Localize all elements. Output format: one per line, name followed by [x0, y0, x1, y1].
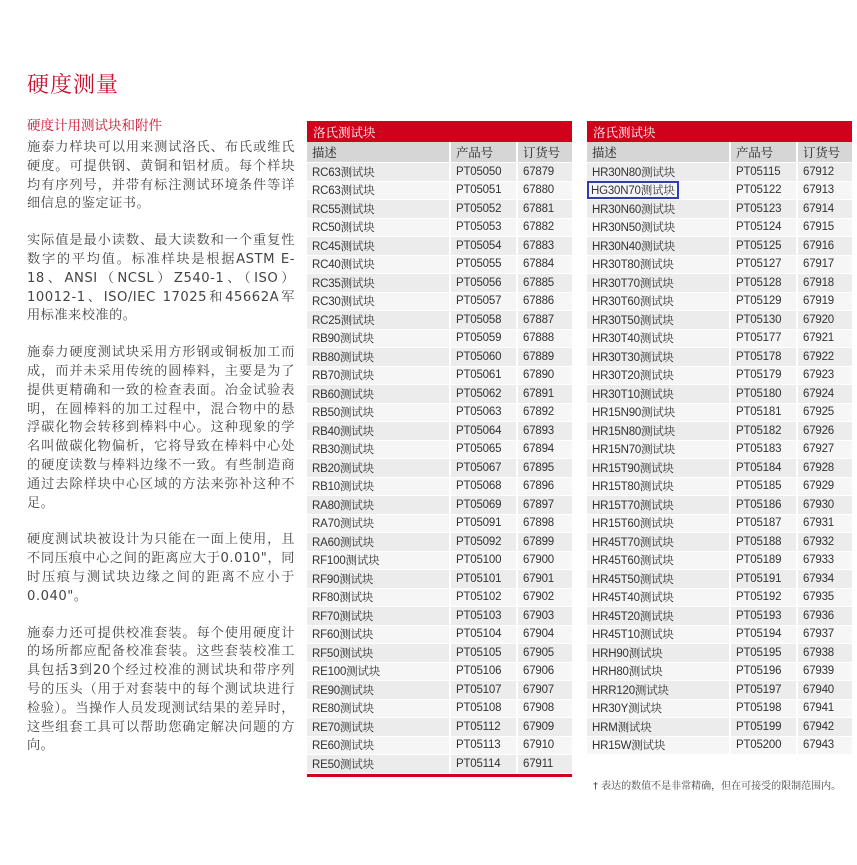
- cell-product-no: PT05113: [450, 736, 517, 755]
- cell-order-no: 67926: [797, 422, 852, 441]
- cell-description: HR45T50测试块: [587, 570, 730, 589]
- table-row: [307, 662, 572, 681]
- cell-product-no: PT05052: [450, 200, 517, 219]
- table-row: [587, 625, 852, 644]
- table-row: [587, 459, 852, 478]
- cell-description: RB10测试块: [307, 477, 450, 496]
- cell-product-no: PT05051: [450, 181, 517, 200]
- cell-order-no: 67940: [797, 681, 852, 700]
- table-row: [587, 348, 852, 367]
- cell-product-no: PT05055: [450, 255, 517, 274]
- cell-description: RB90测试块: [307, 329, 450, 348]
- rockwell-blocks-table-right: [587, 121, 852, 755]
- cell-order-no: 67937: [797, 625, 852, 644]
- cell-order-no: 67907: [517, 681, 572, 700]
- table-row: [587, 588, 852, 607]
- cell-order-no: 67904: [517, 625, 572, 644]
- table-row: [307, 551, 572, 570]
- table-row: [307, 311, 572, 330]
- cell-product-no: PT05198: [730, 699, 797, 718]
- cell-product-no: PT05091: [450, 514, 517, 533]
- cell-product-no: PT05195: [730, 644, 797, 663]
- cell-product-no: PT05179: [730, 366, 797, 385]
- cell-product-no: PT05107: [450, 681, 517, 700]
- cell-order-no: 67936: [797, 607, 852, 626]
- cell-description: HR30N60测试块: [587, 200, 730, 219]
- cell-order-no: 67920: [797, 311, 852, 330]
- cell-product-no: PT05196: [730, 662, 797, 681]
- cell-description: HR15N80测试块: [587, 422, 730, 441]
- cell-order-no: 67892: [517, 403, 572, 422]
- cell-description: RE60测试块: [307, 736, 450, 755]
- cell-order-no: 67939: [797, 662, 852, 681]
- cell-description: RB50测试块: [307, 403, 450, 422]
- cell-product-no: PT05185: [730, 477, 797, 496]
- table-row: [587, 477, 852, 496]
- table-row: [587, 718, 852, 737]
- cell-description: RF70测试块: [307, 607, 450, 626]
- table-row: [587, 662, 852, 681]
- table-row: [587, 274, 852, 293]
- table-row: [307, 477, 572, 496]
- cell-description: RF50测试块: [307, 644, 450, 663]
- table-row: [307, 385, 572, 404]
- section-heading: 硬度计用测试块和附件: [27, 118, 162, 134]
- table-row: [307, 736, 572, 755]
- cell-description: RA60测试块: [307, 533, 450, 552]
- table-row: [307, 625, 572, 644]
- cell-order-no: 67897: [517, 496, 572, 515]
- cell-order-no: 67900: [517, 551, 572, 570]
- cell-description: HRH90测试块: [587, 644, 730, 663]
- cell-order-no: 67888: [517, 329, 572, 348]
- table-row: [307, 181, 572, 200]
- cell-order-no: 67895: [517, 459, 572, 478]
- table-row: [307, 681, 572, 700]
- cell-product-no: PT05056: [450, 274, 517, 293]
- cell-description: HR30T30测试块: [587, 348, 730, 367]
- cell-description: RE80测试块: [307, 699, 450, 718]
- table-row: [307, 255, 572, 274]
- table-row: [307, 163, 572, 182]
- cell-description: HRH80测试块: [587, 662, 730, 681]
- table-row: [587, 218, 852, 237]
- cell-description: HR30T60测试块: [587, 292, 730, 311]
- rockwell-blocks-table-left: [307, 121, 572, 778]
- cell-order-no: 67882: [517, 218, 572, 237]
- cell-product-no: PT05068: [450, 477, 517, 496]
- table-row: [587, 385, 852, 404]
- cell-description: RB80测试块: [307, 348, 450, 367]
- table-row: [307, 348, 572, 367]
- table-row: [587, 644, 852, 663]
- cell-product-no: PT05183: [730, 440, 797, 459]
- column-header-order-no: 订货号: [517, 142, 572, 163]
- cell-order-no: 67935: [797, 588, 852, 607]
- cell-description: HR30Y测试块: [587, 699, 730, 718]
- paragraph: 施泰力硬度测试块采用方形钢或铜板加工而成，而并未采用传统的圆棒料，主要是为了提供更精确和一致的检查表面。冶金试验表明，在圆棒料的加工过程中，混合物中的悬浮碳化物会转移到棒料中心。这种现象的学名叫做碳化物偏析，它将导致在棒料中心处的硬度读数与棒料边缘不一致。有些制造商通过去除样块中心区域的方法来弥补这种不足。: [27, 345, 295, 511]
- cell-product-no: PT05186: [730, 496, 797, 515]
- cell-order-no: 67928: [797, 459, 852, 478]
- table-row: [587, 163, 852, 182]
- cell-product-no: PT05180: [730, 385, 797, 404]
- table-row: [587, 681, 852, 700]
- cell-order-no: 67886: [517, 292, 572, 311]
- cell-product-no: PT05058: [450, 311, 517, 330]
- cell-product-no: PT05193: [730, 607, 797, 626]
- table-caption: 洛氏测试块: [307, 121, 572, 142]
- cell-product-no: PT05188: [730, 533, 797, 552]
- cell-description: RC55测试块: [307, 200, 450, 219]
- cell-description: RE100测试块: [307, 662, 450, 681]
- cell-product-no: PT05125: [730, 237, 797, 256]
- table-row: [307, 570, 572, 589]
- cell-product-no: PT05184: [730, 459, 797, 478]
- cell-product-no: PT05054: [450, 237, 517, 256]
- cell-order-no: 67905: [517, 644, 572, 663]
- cell-order-no: 67941: [797, 699, 852, 718]
- cell-description: RC63测试块: [307, 163, 450, 182]
- table-row: [307, 588, 572, 607]
- table-row: [307, 366, 572, 385]
- table-row: [587, 514, 852, 533]
- paragraph: 实际值是最小读数、最大读数和一个重复性数字的平均值。标准样块是根据ASTM E-18、ANSI（NCSL）Z540-1、（ISO）10012-1、ISO/IEC 17025和45662A军用标准来校准的。: [27, 233, 295, 324]
- cell-order-no: 67889: [517, 348, 572, 367]
- cell-description: HR15N90测试块: [587, 403, 730, 422]
- table-row: [587, 440, 852, 459]
- cell-product-no: PT05181: [730, 403, 797, 422]
- cell-description: HR30N50测试块: [587, 218, 730, 237]
- cell-description: HR15T70测试块: [587, 496, 730, 515]
- cell-order-no: 67932: [797, 533, 852, 552]
- table-row: [307, 403, 572, 422]
- cell-order-no: 67912: [797, 163, 852, 182]
- cell-product-no: PT05108: [450, 699, 517, 718]
- cell-product-no: PT05124: [730, 218, 797, 237]
- cell-order-no: 67942: [797, 718, 852, 737]
- table-row: [587, 607, 852, 626]
- cell-product-no: PT05194: [730, 625, 797, 644]
- cell-order-no: 67902: [517, 588, 572, 607]
- cell-product-no: PT05102: [450, 588, 517, 607]
- cell-product-no: PT05199: [730, 718, 797, 737]
- cell-product-no: PT05103: [450, 607, 517, 626]
- cell-product-no: PT05115: [730, 163, 797, 182]
- cell-order-no: 67891: [517, 385, 572, 404]
- cell-product-no: PT05129: [730, 292, 797, 311]
- cell-order-no: 67938: [797, 644, 852, 663]
- cell-product-no: PT05105: [450, 644, 517, 663]
- table-caption: 洛氏测试块: [587, 121, 852, 142]
- cell-order-no: 67903: [517, 607, 572, 626]
- cell-order-no: 67896: [517, 477, 572, 496]
- cell-description: HR15T80测试块: [587, 477, 730, 496]
- cell-product-no: PT05101: [450, 570, 517, 589]
- cell-order-no: 67899: [517, 533, 572, 552]
- cell-order-no: 67909: [517, 718, 572, 737]
- cell-order-no: 67906: [517, 662, 572, 681]
- cell-order-no: 67917: [797, 255, 852, 274]
- cell-order-no: 67910: [517, 736, 572, 755]
- table-row: [307, 200, 572, 219]
- cell-product-no: PT05182: [730, 422, 797, 441]
- cell-description: HR30T20测试块: [587, 366, 730, 385]
- cell-order-no: 67930: [797, 496, 852, 515]
- column-header-product-no: 产品号: [730, 142, 797, 163]
- cell-description: RF100测试块: [307, 551, 450, 570]
- page-title: 硬度测量: [27, 72, 120, 98]
- cell-order-no: 67934: [797, 570, 852, 589]
- cell-description: HR30T40测试块: [587, 329, 730, 348]
- table-row: [587, 533, 852, 552]
- cell-description: RE70测试块: [307, 718, 450, 737]
- cell-description: RC50测试块: [307, 218, 450, 237]
- cell-product-no: PT05177: [730, 329, 797, 348]
- cell-product-no: PT05123: [730, 200, 797, 219]
- paragraph: 施泰力还可提供校准套装。每个使用硬度计的场所都应配备校准套装。这些套装校准工具包括3到20个经过校准的测试块和带序列号的压头（用于对套装中的每个测试块进行检验）。当操作人员发现测试结果的差异时，这些组套工具可以帮助您确定解决问题的方向。: [27, 625, 295, 754]
- cell-description: HR15T90测试块: [587, 459, 730, 478]
- cell-product-no: PT05062: [450, 385, 517, 404]
- cell-product-no: PT05127: [730, 255, 797, 274]
- cell-order-no: 67898: [517, 514, 572, 533]
- cell-order-no: 67923: [797, 366, 852, 385]
- cell-order-no: 67890: [517, 366, 572, 385]
- cell-order-no: 67911: [517, 755, 572, 774]
- cell-product-no: PT05050: [450, 163, 517, 182]
- table-row: [307, 533, 572, 552]
- cell-order-no: 67918: [797, 274, 852, 293]
- cell-order-no: 67885: [517, 274, 572, 293]
- cell-description: HRM测试块: [587, 718, 730, 737]
- cell-product-no: PT05192: [730, 588, 797, 607]
- cell-description: HR15N70测试块: [587, 440, 730, 459]
- cell-order-no: 67933: [797, 551, 852, 570]
- cell-description: HRR120测试块: [587, 681, 730, 700]
- cell-order-no: 67921: [797, 329, 852, 348]
- cell-description: HR15T60测试块: [587, 514, 730, 533]
- table-row: [587, 237, 852, 256]
- table-row: [307, 644, 572, 663]
- cell-description: RC45测试块: [307, 237, 450, 256]
- cell-order-no: 67893: [517, 422, 572, 441]
- cell-order-no: 67916: [797, 237, 852, 256]
- cell-product-no: PT05060: [450, 348, 517, 367]
- cell-order-no: 67925: [797, 403, 852, 422]
- cell-description: HR15W测试块: [587, 736, 730, 755]
- cell-order-no: 67913: [797, 181, 852, 200]
- table-row: [307, 237, 572, 256]
- table-bottom-rule: [307, 773, 572, 777]
- highlighted-item: HG30N70测试块: [588, 182, 678, 198]
- cell-product-no: PT05197: [730, 681, 797, 700]
- cell-product-no: PT05065: [450, 440, 517, 459]
- cell-order-no: 67879: [517, 163, 572, 182]
- cell-description: RE90测试块: [307, 681, 450, 700]
- cell-description: HR45T40测试块: [587, 588, 730, 607]
- cell-product-no: PT05100: [450, 551, 517, 570]
- table-row: [587, 403, 852, 422]
- cell-description: RF80测试块: [307, 588, 450, 607]
- cell-product-no: PT05178: [730, 348, 797, 367]
- cell-order-no: 67922: [797, 348, 852, 367]
- cell-product-no: PT05063: [450, 403, 517, 422]
- table-row: [307, 755, 572, 774]
- cell-product-no: PT05128: [730, 274, 797, 293]
- column-header-product-no: 产品号: [450, 142, 517, 163]
- cell-description: HR30T50测试块: [587, 311, 730, 330]
- table-row: [307, 292, 572, 311]
- cell-order-no: 67884: [517, 255, 572, 274]
- cell-order-no: 67880: [517, 181, 572, 200]
- cell-description: RC40测试块: [307, 255, 450, 274]
- column-header-description: 描述: [307, 142, 450, 163]
- table-row: [587, 181, 852, 200]
- cell-description: RB60测试块: [307, 385, 450, 404]
- cell-description: RB70测试块: [307, 366, 450, 385]
- table-row: [307, 718, 572, 737]
- cell-order-no: 67927: [797, 440, 852, 459]
- cell-product-no: PT05112: [450, 718, 517, 737]
- table-row: [587, 551, 852, 570]
- cell-description: HR45T20测试块: [587, 607, 730, 626]
- cell-order-no: 67943: [797, 736, 852, 755]
- table-row: [307, 329, 572, 348]
- paragraph: 施泰力样块可以用来测试洛氏、布氏或维氏硬度。可提供钢、黄铜和铝材质。每个样块均有序列号，并带有标注测试环境条件等详细信息的鉴定证书。: [27, 140, 295, 212]
- cell-description: RC30测试块: [307, 292, 450, 311]
- table-row: [307, 699, 572, 718]
- table-row: [307, 607, 572, 626]
- table-row: [587, 736, 852, 755]
- table-row: [307, 422, 572, 441]
- cell-product-no: PT05106: [450, 662, 517, 681]
- cell-product-no: PT05104: [450, 625, 517, 644]
- cell-description: HR30T10测试块: [587, 385, 730, 404]
- cell-product-no: PT05122: [730, 181, 797, 200]
- table-row: [307, 274, 572, 293]
- cell-order-no: 67887: [517, 311, 572, 330]
- cell-product-no: PT05130: [730, 311, 797, 330]
- table-row: [307, 218, 572, 237]
- cell-product-no: PT05189: [730, 551, 797, 570]
- cell-product-no: PT05114: [450, 755, 517, 774]
- cell-description: RC35测试块: [307, 274, 450, 293]
- cell-description: RB20测试块: [307, 459, 450, 478]
- footnote: † 表达的数值不是非常精确，但在可接受的限制范围内。: [593, 781, 842, 792]
- table-row: [587, 311, 852, 330]
- cell-product-no: PT05092: [450, 533, 517, 552]
- cell-order-no: 67931: [797, 514, 852, 533]
- cell-description: RA80测试块: [307, 496, 450, 515]
- table-row: [587, 292, 852, 311]
- cell-product-no: PT05064: [450, 422, 517, 441]
- cell-description: HR45T10测试块: [587, 625, 730, 644]
- cell-product-no: PT05053: [450, 218, 517, 237]
- table-row: [587, 496, 852, 515]
- table-row: [587, 255, 852, 274]
- cell-order-no: 67894: [517, 440, 572, 459]
- cell-description: RB30测试块: [307, 440, 450, 459]
- cell-product-no: PT05061: [450, 366, 517, 385]
- cell-order-no: 67881: [517, 200, 572, 219]
- table-row: [307, 440, 572, 459]
- cell-product-no: PT05200: [730, 736, 797, 755]
- column-header-order-no: 订货号: [797, 142, 852, 163]
- table-row: [307, 459, 572, 478]
- cell-product-no: PT05057: [450, 292, 517, 311]
- description-column: [27, 114, 295, 774]
- cell-description: RA70测试块: [307, 514, 450, 533]
- cell-description: HR30T70测试块: [587, 274, 730, 293]
- table-row: [587, 422, 852, 441]
- cell-description: RF60测试块: [307, 625, 450, 644]
- cell-description: RC25测试块: [307, 311, 450, 330]
- cell-order-no: 67924: [797, 385, 852, 404]
- cell-description: RC63测试块: [307, 181, 450, 200]
- cell-order-no: 67915: [797, 218, 852, 237]
- table-row: [307, 496, 572, 515]
- cell-product-no: PT05059: [450, 329, 517, 348]
- cell-order-no: 67919: [797, 292, 852, 311]
- table-row: [587, 570, 852, 589]
- cell-product-no: PT05187: [730, 514, 797, 533]
- cell-description: RB40测试块: [307, 422, 450, 441]
- cell-product-no: PT05069: [450, 496, 517, 515]
- cell-order-no: 67908: [517, 699, 572, 718]
- paragraph: 硬度测试块被设计为只能在一面上使用，且不同压痕中心之间的距离应大于0.010"，同时压痕与测试块边缘之间的距离不应小于0.040"。: [27, 532, 295, 604]
- cell-description: [587, 181, 730, 200]
- cell-description: RF90测试块: [307, 570, 450, 589]
- table-row: [587, 329, 852, 348]
- cell-description: HR45T70测试块: [587, 533, 730, 552]
- table-row: [587, 200, 852, 219]
- cell-description: HR30N80测试块: [587, 163, 730, 182]
- table-row: [307, 514, 572, 533]
- table-row: [587, 699, 852, 718]
- cell-order-no: 67901: [517, 570, 572, 589]
- cell-product-no: PT05191: [730, 570, 797, 589]
- cell-description: RE50测试块: [307, 755, 450, 774]
- cell-order-no: 67883: [517, 237, 572, 256]
- cell-description: HR30N40测试块: [587, 237, 730, 256]
- cell-product-no: PT05067: [450, 459, 517, 478]
- cell-order-no: 67914: [797, 200, 852, 219]
- cell-description: HR45T60测试块: [587, 551, 730, 570]
- column-header-description: 描述: [587, 142, 730, 163]
- table-row: [587, 366, 852, 385]
- cell-order-no: 67929: [797, 477, 852, 496]
- cell-description: HR30T80测试块: [587, 255, 730, 274]
